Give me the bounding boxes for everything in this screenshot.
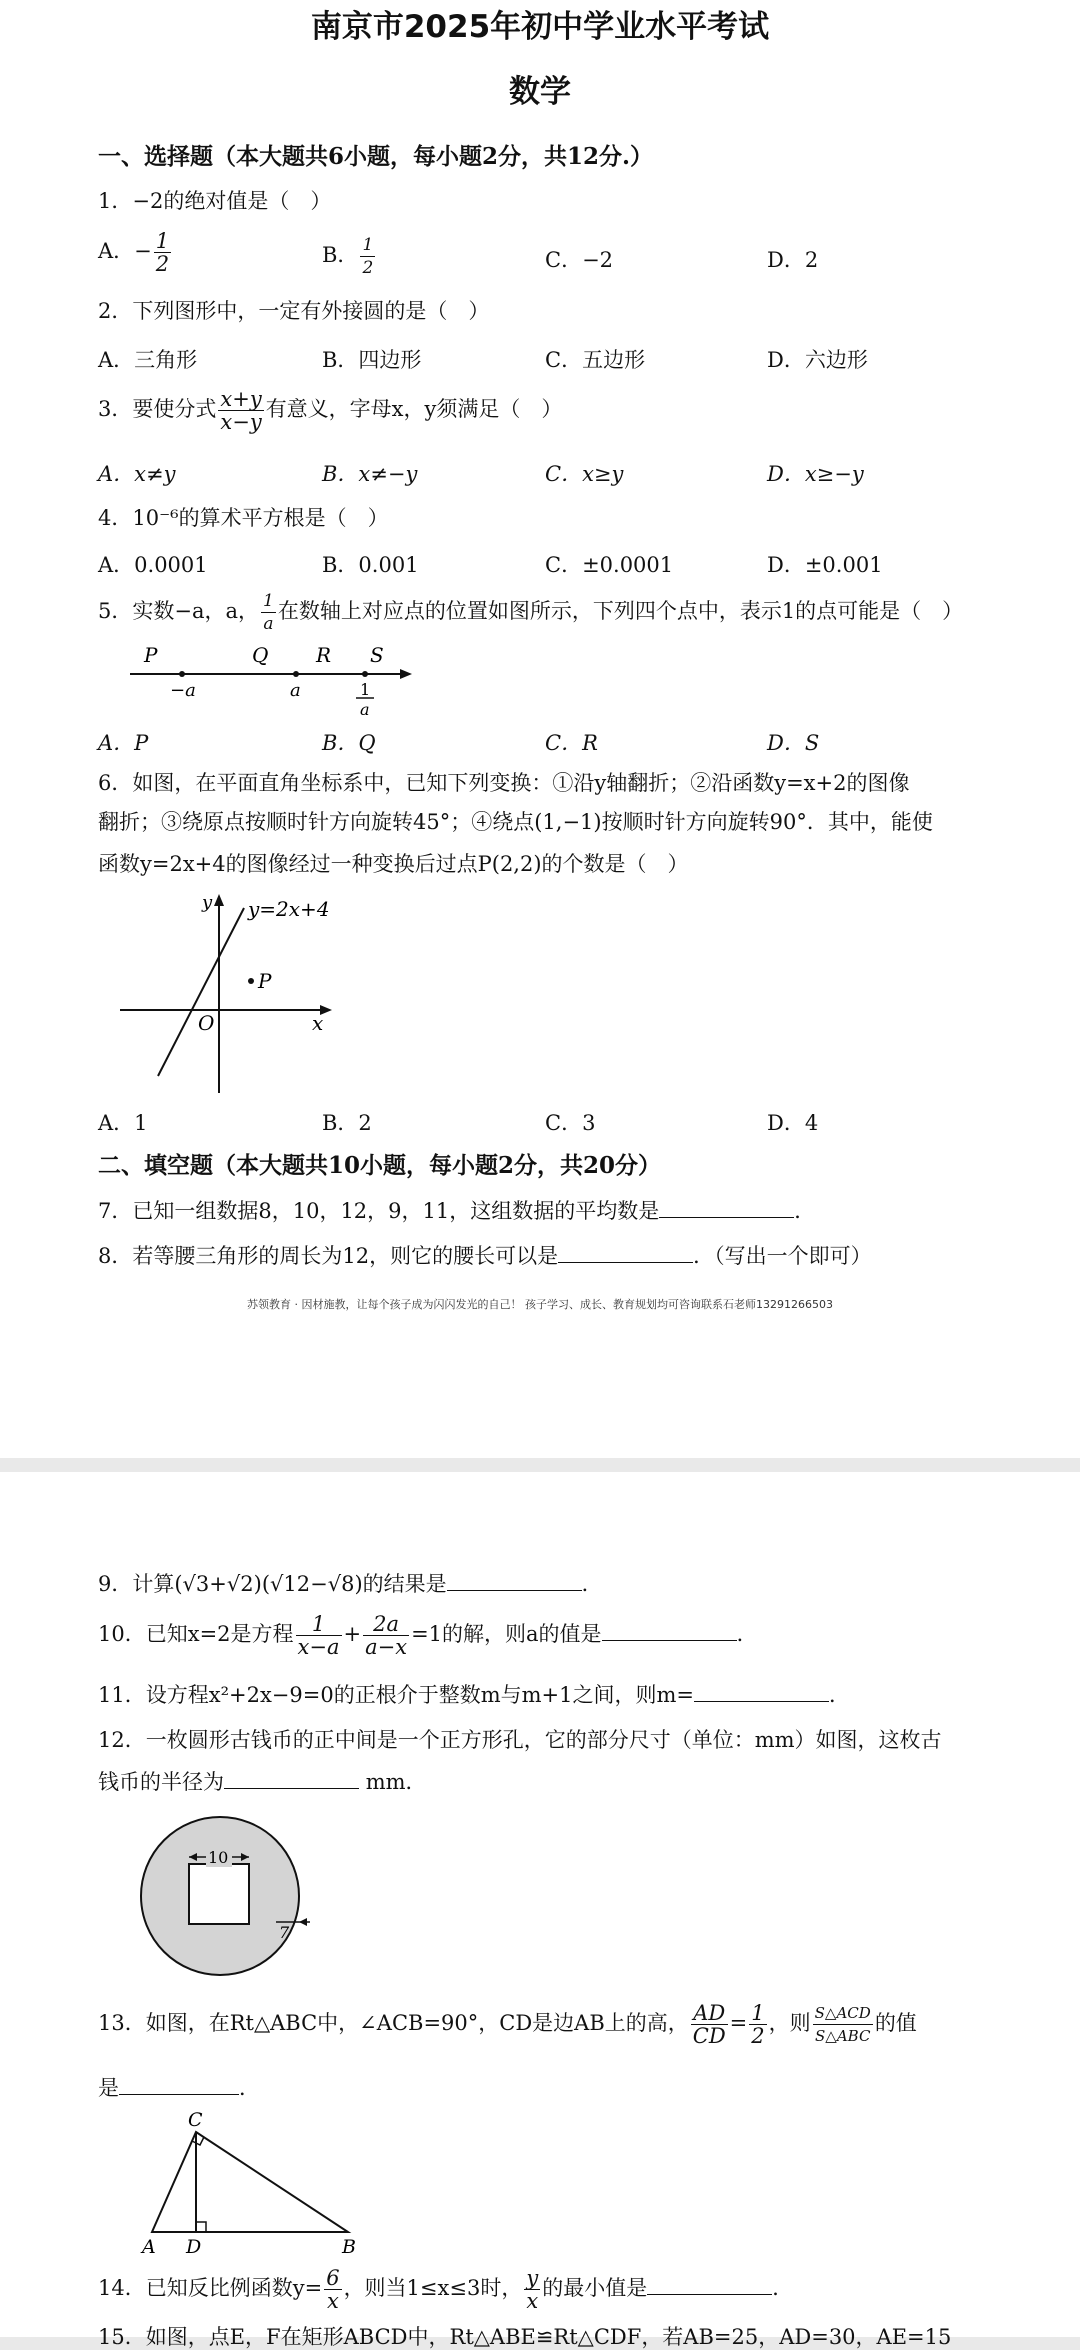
q10-pre: 10．已知x=2是方程 bbox=[98, 1622, 294, 1646]
q3-option-a: A．x≠y bbox=[98, 462, 176, 486]
q6-option-b: B．2 bbox=[322, 1111, 372, 1135]
q14-fraction2 bbox=[524, 2267, 540, 2312]
label-x: x bbox=[312, 1011, 324, 1035]
q14-answer-blank[interactable] bbox=[647, 2274, 772, 2295]
q13-den: CD bbox=[692, 2024, 726, 2048]
exam-page-2 bbox=[0, 1472, 1080, 2349]
q10-post: ． bbox=[736, 1622, 758, 1646]
q1-a-label: A．− bbox=[98, 239, 152, 263]
q12-pre2: 钱币的半径为 bbox=[98, 1770, 224, 1794]
q5-option-d: D．S bbox=[767, 731, 820, 755]
q3-den: x−y bbox=[220, 410, 262, 434]
q13-line2 bbox=[98, 2074, 260, 2101]
q6-option-c: C．3 bbox=[545, 1111, 596, 1135]
q10-num2: 2a bbox=[363, 1613, 409, 1636]
label-equation: y=2x+4 bbox=[248, 897, 330, 921]
q6-coordinate-figure bbox=[120, 888, 340, 1098]
q4-option-d: D．±0.001 bbox=[767, 553, 883, 577]
q5-den: a bbox=[263, 614, 274, 634]
q1-option-b bbox=[322, 234, 377, 279]
q14-fraction1 bbox=[324, 2267, 341, 2312]
label-R: R bbox=[316, 643, 332, 667]
label-O: O bbox=[198, 1011, 215, 1035]
q6-line2: 翻折；③绕原点按顺时针方向旋转45°；④绕点(1,−1)按顺时针方向旋转90°．其中，能使 bbox=[98, 810, 933, 834]
q3-option-c: C．x≥y bbox=[545, 462, 624, 486]
q6-line1: 6．如图，在平面直角坐标系中，已知下列变换：①沿y轴翻折；②沿函数y=x+2的图像 bbox=[98, 771, 910, 795]
page-footer: 苏领教育 · 因材施教，让每个孩子成为闪闪发光的自己！ 孩子学习、成长、教育规划均可咨询联系石老师13291266503 bbox=[247, 1298, 833, 1311]
q9-stem bbox=[98, 1570, 603, 1597]
label-one: 1 bbox=[360, 680, 371, 699]
point-one-over-a bbox=[362, 671, 368, 677]
q5-fraction bbox=[261, 590, 276, 635]
number-line-arrow bbox=[400, 669, 412, 679]
label-y: y bbox=[202, 892, 213, 913]
q13-eq: = bbox=[729, 2011, 748, 2035]
q3-option-b: B．x≠−y bbox=[322, 462, 418, 486]
q13-sden: S△ABC bbox=[815, 2027, 871, 2045]
q14-post: 的最小值是 bbox=[542, 2276, 648, 2300]
right-angle-D bbox=[196, 2222, 206, 2232]
q9-pre: 9．计算(√3+√2)(√12−√8)的结果是 bbox=[98, 1572, 447, 1596]
q1-a-num: 1 bbox=[155, 229, 170, 253]
label-P: P bbox=[258, 969, 272, 993]
q10-fraction2 bbox=[363, 1613, 409, 1658]
q2-option-d: D．六边形 bbox=[767, 348, 868, 372]
label-B: B bbox=[342, 2236, 356, 2258]
q14-den2: x bbox=[526, 2289, 539, 2313]
q13-line2-pre: 是 bbox=[98, 2076, 119, 2100]
label-C: C bbox=[188, 2109, 203, 2131]
label-a: a bbox=[290, 680, 301, 701]
q3-post: 有意义，字母x，y须满足（ ） bbox=[265, 397, 563, 421]
q7-pre: 7．已知一组数据8，10，12，9，11，这组数据的平均数是 bbox=[98, 1199, 660, 1223]
q10-mid: =1的解，则a的值是 bbox=[411, 1622, 602, 1646]
q13-den2: 2 bbox=[751, 2024, 765, 2048]
q8-stem bbox=[98, 1242, 872, 1269]
q13-num2: 1 bbox=[751, 2001, 765, 2025]
q12-post2: mm． bbox=[365, 1770, 427, 1794]
q9-post: ． bbox=[581, 1572, 603, 1596]
q10-fraction1 bbox=[296, 1613, 342, 1658]
q5-pre: 5．实数−a，a， bbox=[98, 599, 259, 623]
q3-num: x+y bbox=[220, 387, 262, 411]
q4-option-c: C．±0.0001 bbox=[545, 553, 674, 577]
q14-mid: ，则当1≤x≤3时， bbox=[343, 2276, 523, 2300]
dim7-arrow bbox=[299, 1918, 307, 1926]
q12-line2 bbox=[98, 1768, 427, 1795]
q11-answer-blank[interactable] bbox=[694, 1681, 829, 1702]
q14-end: ． bbox=[772, 2276, 794, 2300]
q3-fraction bbox=[218, 388, 263, 433]
q2-stem: 2．下列图形中，一定有外接圆的是（ ） bbox=[98, 299, 490, 323]
q3-pre: 3．要使分式 bbox=[98, 397, 217, 421]
q2-option-c: C．五边形 bbox=[545, 348, 646, 372]
q10-answer-blank[interactable] bbox=[602, 1620, 737, 1641]
q13-triangle-figure bbox=[138, 2108, 368, 2258]
q12-coin-figure bbox=[136, 1812, 316, 1982]
label-P: P bbox=[144, 643, 158, 667]
q7-post: ． bbox=[794, 1199, 816, 1223]
q5-post: 在数轴上对应点的位置如图所示，下列四个点中，表示1的点可能是（ ） bbox=[277, 599, 964, 623]
q14-pre: 14．已知反比例函数y= bbox=[98, 2276, 323, 2300]
q1-a-fraction bbox=[154, 230, 171, 275]
q1-b-den: 2 bbox=[362, 258, 374, 278]
q4-stem: 4．10⁻⁶的算术平方根是（ ） bbox=[98, 506, 389, 530]
label-Q: Q bbox=[252, 643, 269, 667]
label-S: S bbox=[370, 643, 384, 667]
q2-option-b: B．四边形 bbox=[322, 348, 422, 372]
q14-num: 6 bbox=[326, 2266, 340, 2290]
subject-title: 数学 bbox=[509, 74, 571, 110]
q1-option-c: C．−2 bbox=[545, 248, 614, 272]
q15-partial: 15．如图，点E，F在矩形ABCD中，Rt△ABE≌Rt△CDF，若AB=25，AD=30，AE=15 bbox=[98, 2325, 952, 2349]
q10-plus: + bbox=[343, 1622, 362, 1646]
q13-answer-blank[interactable] bbox=[119, 2074, 239, 2095]
q5-number-line-figure bbox=[120, 640, 440, 720]
q14-den: x bbox=[326, 2289, 339, 2313]
q13-fraction2 bbox=[749, 2002, 766, 2047]
q1-option-a bbox=[98, 230, 173, 275]
label-A: A bbox=[142, 2236, 156, 2258]
q5-num: 1 bbox=[263, 591, 274, 611]
q7-answer-blank[interactable] bbox=[659, 1197, 794, 1218]
y-axis-arrow bbox=[214, 894, 224, 906]
q10-den2: a−x bbox=[365, 1635, 408, 1659]
point-neg-a bbox=[179, 671, 185, 677]
q3-stem bbox=[98, 386, 562, 433]
q11-pre: 11．设方程x²+2x−9=0的正根介于整数m与m+1之间，则m= bbox=[98, 1683, 694, 1707]
q5-option-c: C．R bbox=[545, 731, 598, 755]
q13-snum: S△ACD bbox=[813, 2002, 873, 2025]
point-a bbox=[293, 671, 299, 677]
dim10-label: 10 bbox=[208, 1848, 229, 1867]
label-D: D bbox=[186, 2236, 202, 2258]
q12-line1: 12．一枚圆形古钱币的正中间是一个正方形孔，它的部分尺寸（单位：mm）如图，这枚古 bbox=[98, 1728, 942, 1752]
q14-num2: y bbox=[526, 2266, 539, 2290]
q10-num1: 1 bbox=[296, 1613, 342, 1636]
q13-pre: 13．如图，在Rt△ABC中，∠ACB=90°，CD是边AB上的高， bbox=[98, 2011, 689, 2035]
q13-post: 的值 bbox=[874, 2011, 917, 2035]
q11-post: ． bbox=[829, 1683, 850, 1707]
section1-heading: 一、选择题（本大题共6小题，每小题2分，共12分.） bbox=[98, 143, 654, 170]
q5-option-a: A．P bbox=[98, 731, 149, 755]
q13-line2-post: ． bbox=[239, 2076, 260, 2100]
square-hole bbox=[189, 1864, 249, 1924]
q11-stem bbox=[98, 1681, 850, 1708]
line-y-2x-plus-4 bbox=[158, 908, 244, 1076]
dim7-label: 7 bbox=[279, 1923, 290, 1942]
q10-den1: x−a bbox=[297, 1635, 340, 1659]
q12-answer-blank[interactable] bbox=[224, 1768, 359, 1789]
q1-b-fraction bbox=[360, 234, 375, 279]
q1-a-den: 2 bbox=[155, 252, 170, 276]
q6-option-d: D．4 bbox=[767, 1111, 819, 1135]
q14-stem bbox=[98, 2260, 793, 2316]
label-neg-a: −a bbox=[170, 680, 196, 701]
q1-option-d: D．2 bbox=[767, 248, 819, 272]
q13-area-fraction bbox=[813, 2002, 873, 2047]
triangle-ABC bbox=[152, 2132, 348, 2232]
point-P bbox=[248, 978, 254, 984]
q13-mid: ，则 bbox=[768, 2011, 811, 2035]
q3-option-d: D．x≥−y bbox=[767, 462, 864, 486]
q9-answer-blank[interactable] bbox=[447, 1570, 582, 1591]
exam-title: 南京市2025年初中学业水平考试 bbox=[310, 9, 770, 45]
q4-option-a: A．0.0001 bbox=[98, 553, 208, 577]
q6-option-a: A．1 bbox=[98, 1111, 148, 1135]
q8-post: ．（写出一个即可） bbox=[693, 1244, 872, 1268]
q2-option-a: A．三角形 bbox=[98, 348, 198, 372]
section2-heading: 二、填空题（本大题共10小题，每小题2分，共20分） bbox=[98, 1152, 662, 1179]
label-den-a: a bbox=[360, 700, 370, 719]
q1-b-num: 1 bbox=[362, 235, 374, 255]
q5-option-b: B．Q bbox=[322, 731, 376, 755]
q13-fraction1 bbox=[691, 2002, 728, 2047]
q8-pre: 8．若等腰三角形的周长为12，则它的腰长可以是 bbox=[98, 1244, 559, 1268]
q8-answer-blank[interactable] bbox=[558, 1242, 693, 1263]
q4-option-b: B．0.001 bbox=[322, 553, 419, 577]
q13-line1 bbox=[98, 1994, 917, 2052]
q1-b-label: B． bbox=[322, 243, 359, 267]
q1-stem: 1．−2的绝对值是（ ） bbox=[98, 189, 332, 213]
q10-stem bbox=[98, 1606, 758, 1662]
q7-stem bbox=[98, 1197, 815, 1224]
q5-stem bbox=[98, 588, 963, 635]
q13-num: AD bbox=[691, 2002, 728, 2025]
q6-line3: 函数y=2x+4的图像经过一种变换后过点P(2,2)的个数是（ ） bbox=[98, 852, 689, 876]
